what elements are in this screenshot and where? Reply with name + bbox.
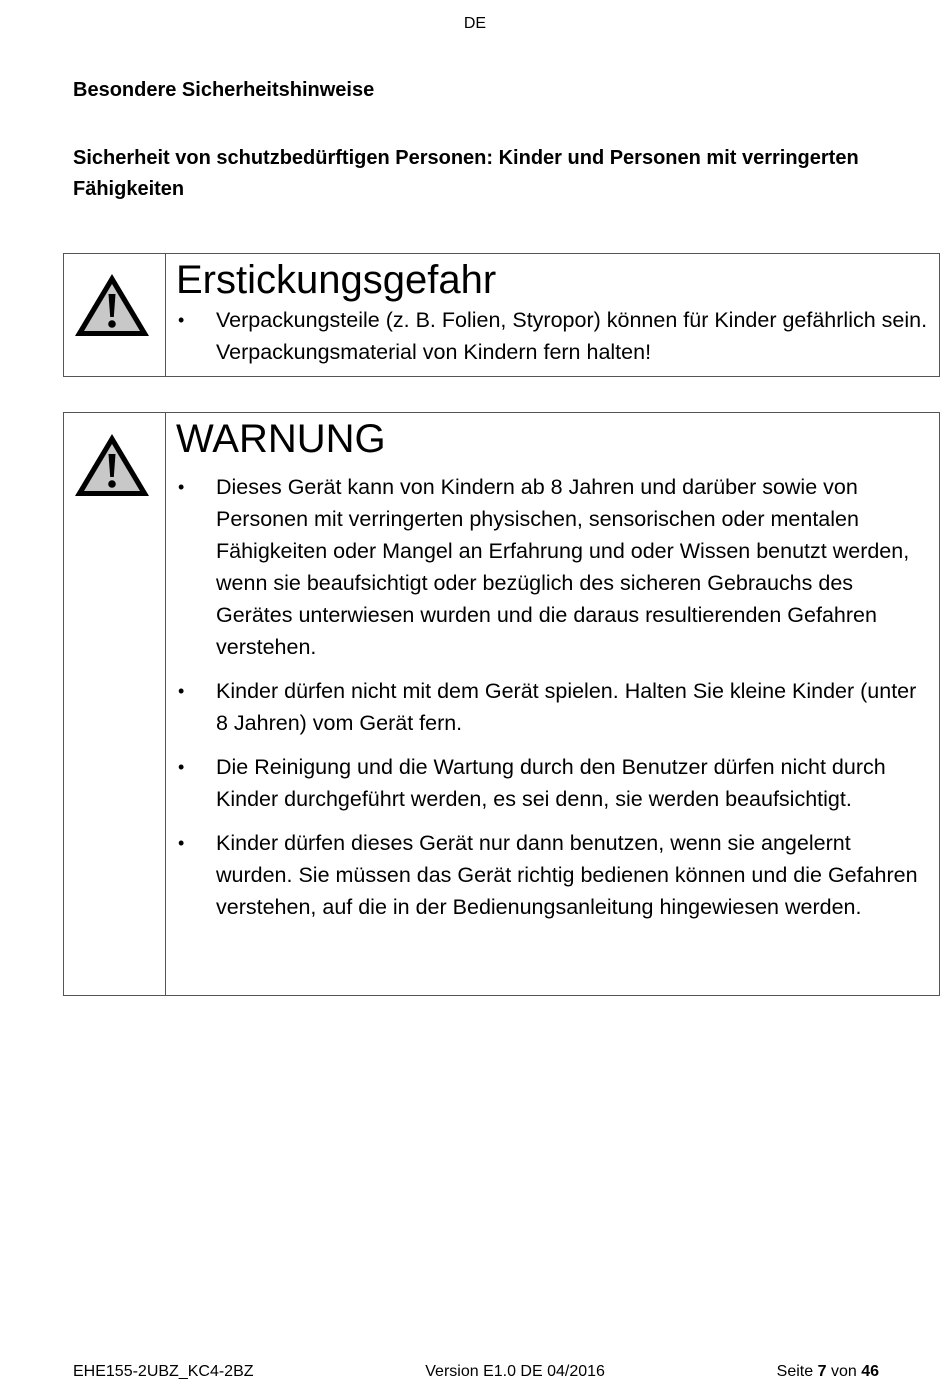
language-code: DE	[463, 15, 487, 32]
page-prefix: Seite	[776, 1363, 818, 1380]
hazard-icon-cell	[64, 413, 166, 995]
page-footer	[73, 1363, 879, 1381]
footer-version: Version E1.0 DE 04/2016	[425, 1363, 605, 1380]
hazard-item: • Kinder dürfen dieses Gerät nur dann benutzen, wenn sie angelernt wurden. Sie müssen das Gerät richtig bedienen können und die Gefahren verstehen, auf die in der Bedienungsanleitung hingewiesen werden.	[176, 827, 931, 923]
hazard-box-warning	[63, 412, 940, 996]
page-separator: von	[826, 1363, 862, 1380]
hazard-icon-cell	[64, 254, 166, 376]
warning-triangle-icon	[72, 270, 152, 340]
section-title: Besondere Sicherheitshinweise	[73, 79, 375, 101]
footer-model: EHE155-2UBZ_KC4-2BZ	[73, 1363, 254, 1380]
page-current: 7	[817, 1363, 827, 1380]
hazard-item: • Kinder dürfen nicht mit dem Gerät spielen. Halten Sie kleine Kinder (unter 8 Jahren) vom Gerät fern.	[176, 675, 931, 739]
hazard-title: Erstickungsgefahr	[176, 258, 497, 302]
page-total: 46	[861, 1363, 879, 1380]
footer-page-number	[777, 1363, 879, 1381]
subsection-title: Sicherheit von schutzbedürftigen Personen: Kinder und Personen mit verringerten Fähigkeiten	[73, 147, 859, 200]
hazard-box-suffocation	[63, 253, 940, 377]
hazard-item: • Die Reinigung und die Wartung durch den Benutzer dürfen nicht durch Kinder durchgeführt werden, es sei denn, sie werden beaufsichtigt.	[176, 751, 931, 815]
hazard-title: WARNUNG	[176, 417, 386, 461]
hazard-item: • Dieses Gerät kann von Kindern ab 8 Jahren und darüber sowie von Personen mit verringerten physischen, sensorischen oder mentalen Fähigkeiten oder Mangel an Erfahrung und oder Wissen benutzt werden, wenn sie beaufsichtigt oder bezüglich des sicheren Gebrauchs des Gerätes unterwiesen wurden und die daraus resultierenden Gefahren verstehen.	[176, 471, 931, 663]
warning-triangle-icon	[72, 430, 152, 500]
hazard-item: • Verpackungsteile (z. B. Folien, Styropor) können für Kinder gefährlich sein. Verpackungsmaterial von Kindern fern halten!	[176, 304, 931, 368]
